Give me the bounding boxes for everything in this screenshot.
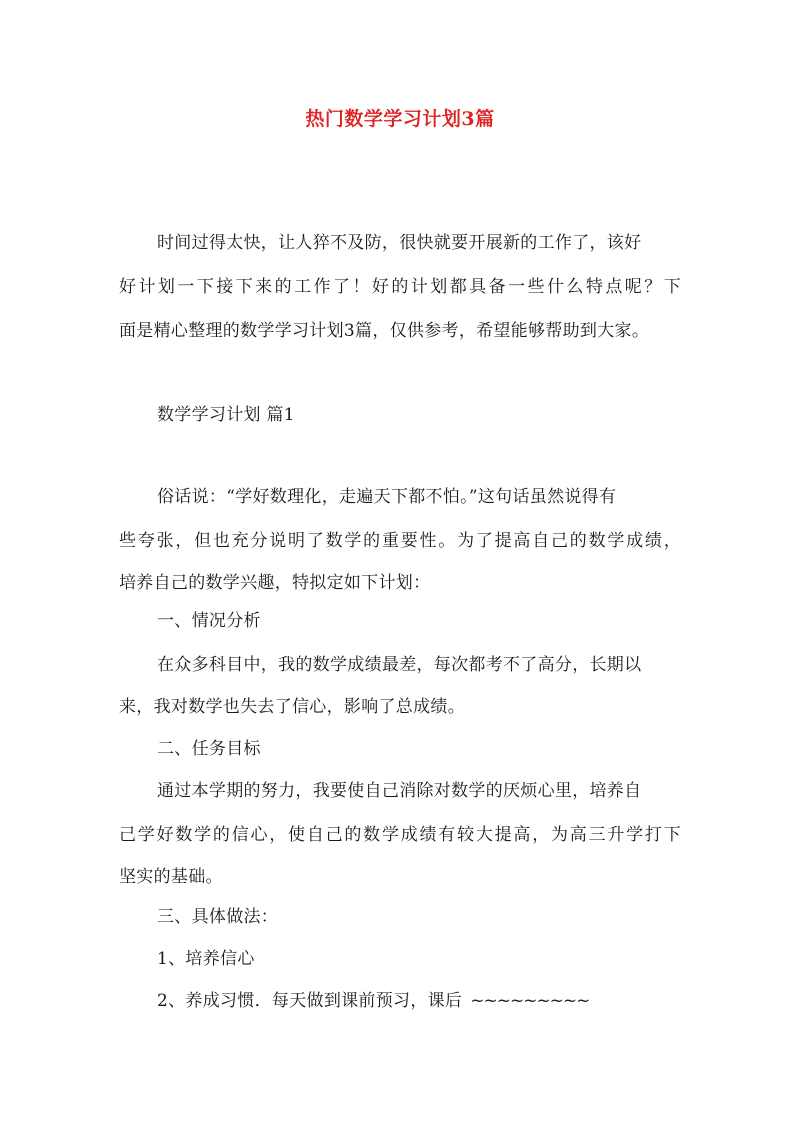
heading-situation-analysis: 一、情况分析: [157, 611, 261, 631]
para2-line-1: 在众多科目中，我的数学成绩最差，每次都考不了高分，长期以: [157, 655, 642, 675]
list-item-1: 1、培养信心: [157, 949, 255, 969]
para1-line-3: 培养自己的数学兴趣，特拟定如下计划：: [119, 573, 431, 593]
intro-line-1: 时间过得太快，让人猝不及防，很快就要开展新的工作了，该好: [157, 233, 642, 253]
heading-task-goals: 二、任务目标: [157, 739, 261, 759]
para1-line-1: 俗话说：“学好数理化，走遍天下都不怕。”这句话虽然说得有: [157, 487, 617, 507]
para3-line-3: 坚实的基础。: [119, 867, 223, 887]
para3-line-2: 己学好数学的信心，使自己的数学成绩有较大提高，为高三升学打下: [119, 825, 681, 845]
heading-specific-methods: 三、具体做法：: [157, 907, 279, 927]
intro-line-3: 面是精心整理的数学学习计划3篇，仅供参考，希望能够帮助到大家。: [119, 321, 650, 341]
intro-line-2: 好计划一下接下来的工作了！好的计划都具备一些什么特点呢？下: [119, 277, 681, 297]
list-item-2: [157, 990, 589, 1012]
document-title: 热门数学学习计划3篇: [305, 108, 495, 130]
para1-line-2: 些夸张，但也充分说明了数学的重要性。为了提高自己的数学成绩，: [119, 531, 681, 551]
truncation-tilde: ~~~~~~~~~: [470, 991, 590, 1011]
para3-line-1: 通过本学期的努力，我要使自己消除对数学的厌烦心里，培养自: [157, 781, 642, 801]
list-item-2-text: 2、养成习惯．每天做到课前预习，课后: [157, 991, 463, 1011]
section-heading: 数学学习计划 篇1: [157, 405, 295, 425]
para2-line-2: 来，我对数学也失去了信心，影响了总成绩。: [119, 697, 465, 717]
